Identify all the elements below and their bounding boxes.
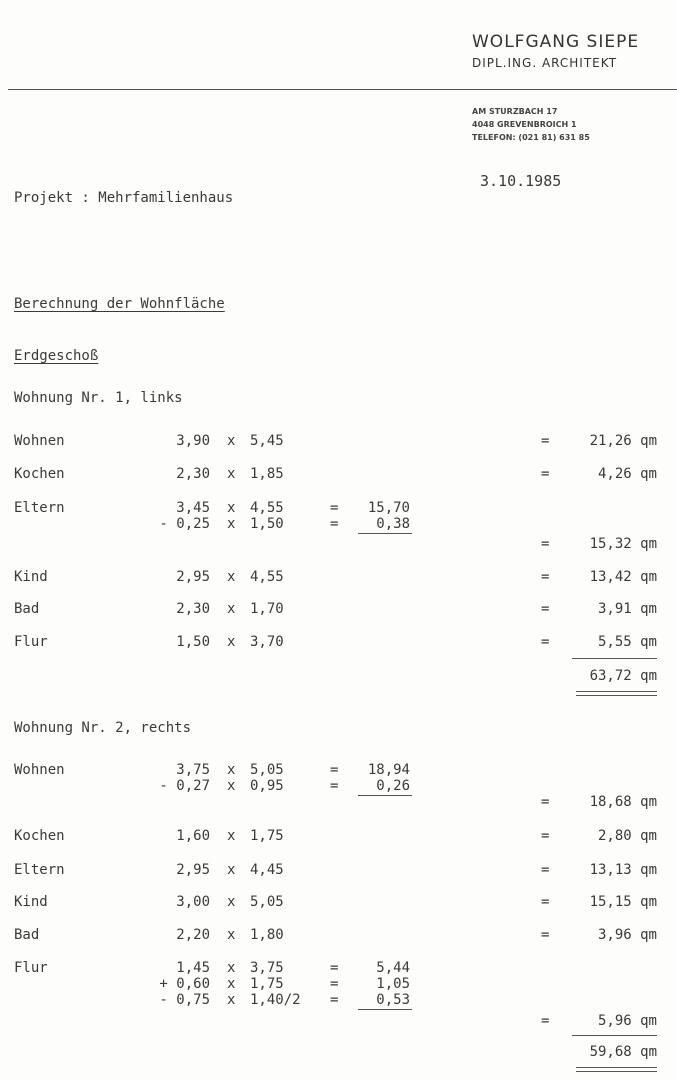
factor-b: 1,70 [250, 601, 284, 617]
factor-a: 3,00 [176, 894, 210, 910]
factor-b: 4,45 [250, 862, 284, 878]
room-label: Flur [14, 634, 48, 650]
factor-a: - 0,75 [159, 992, 210, 1008]
room-label: Bad [14, 927, 40, 943]
factor-a: 3,45 [176, 500, 210, 516]
times-sign: x [227, 601, 236, 617]
equals-sign: = [330, 992, 339, 1008]
times-sign: x [227, 976, 236, 992]
times-sign: x [227, 960, 236, 976]
factor-b: 0,95 [250, 778, 284, 794]
room-label: Bad [14, 601, 40, 617]
unit-title: Wohnung Nr. 2, rechts [14, 720, 192, 736]
subtotal-rule [358, 533, 412, 534]
room-label: Wohnen [14, 433, 65, 449]
factor-a: 2,20 [176, 927, 210, 943]
room-label: Kochen [14, 466, 65, 482]
factor-b: 5,45 [250, 433, 284, 449]
letterhead-rule [8, 89, 677, 90]
total-rule [572, 658, 657, 659]
factor-b: 4,55 [250, 569, 284, 585]
equals-sign: = [330, 960, 339, 976]
equals-sign: = [541, 634, 550, 650]
room-label: Kochen [14, 828, 65, 844]
times-sign: x [227, 862, 236, 878]
room-area: 13,42 qm [589, 569, 657, 585]
room-area: 3,96 qm [597, 927, 657, 943]
times-sign: x [227, 634, 236, 650]
room-area: 15,32 qm [589, 536, 657, 552]
room-area: 5,55 qm [597, 634, 657, 650]
times-sign: x [227, 500, 236, 516]
factor-b: 1,85 [250, 466, 284, 482]
factor-a: - 0,25 [159, 516, 210, 532]
room-area: 18,68 qm [589, 794, 657, 810]
room-label: Kind [14, 569, 48, 585]
room-area: 15,15 qm [589, 894, 657, 910]
factor-b: 3,70 [250, 634, 284, 650]
equals-sign: = [541, 466, 550, 482]
factor-b: 5,05 [250, 762, 284, 778]
factor-a: 2,95 [176, 862, 210, 878]
factor-b: 1,40/2 [250, 992, 301, 1008]
letterhead-title: DIPL.ING. ARCHITEKT [472, 56, 618, 70]
address-phone: TELEFON: (021 81) 631 85 [472, 133, 590, 142]
equals-sign: = [541, 894, 550, 910]
factor-a: - 0,27 [159, 778, 210, 794]
factor-b: 1,80 [250, 927, 284, 943]
subtotal-rule [358, 795, 412, 796]
subtotal: 0,26 [376, 778, 410, 794]
room-label: Eltern [14, 862, 65, 878]
equals-sign: = [541, 927, 550, 943]
factor-a: 1,50 [176, 634, 210, 650]
factor-b: 1,50 [250, 516, 284, 532]
equals-sign: = [330, 500, 339, 516]
equals-sign: = [330, 976, 339, 992]
factor-a: 3,90 [176, 433, 210, 449]
equals-sign: = [541, 862, 550, 878]
equals-sign: = [541, 794, 550, 810]
room-area: 2,80 qm [597, 828, 657, 844]
equals-sign: = [541, 601, 550, 617]
times-sign: x [227, 762, 236, 778]
subtotal: 15,70 [367, 500, 410, 516]
room-area: 3,91 qm [597, 601, 657, 617]
room-area: 4,26 qm [597, 466, 657, 482]
project-line: Projekt : Mehrfamilienhaus [14, 190, 234, 206]
times-sign: x [227, 992, 236, 1008]
room-area: 13,13 qm [589, 862, 657, 878]
subtotal: 18,94 [367, 762, 410, 778]
subtotal: 5,44 [376, 960, 410, 976]
factor-b: 4,55 [250, 500, 284, 516]
factor-a: 1,60 [176, 828, 210, 844]
address-street: AM STURZBACH 17 [472, 107, 558, 116]
factor-a: 2,95 [176, 569, 210, 585]
room-area: 21,26 qm [589, 433, 657, 449]
equals-sign: = [541, 828, 550, 844]
address-city: 4048 GREVENBROICH 1 [472, 120, 577, 129]
equals-sign: = [541, 1013, 550, 1029]
times-sign: x [227, 894, 236, 910]
factor-b: 3,75 [250, 960, 284, 976]
times-sign: x [227, 927, 236, 943]
times-sign: x [227, 516, 236, 532]
total-double-rule [576, 691, 657, 696]
equals-sign: = [330, 778, 339, 794]
letterhead-name: WOLFGANG SIEPE [472, 32, 640, 52]
factor-b: 1,75 [250, 976, 284, 992]
factor-b: 1,75 [250, 828, 284, 844]
factor-a: + 0,60 [159, 976, 210, 992]
times-sign: x [227, 433, 236, 449]
total-rule [572, 1035, 657, 1036]
factor-b: 5,05 [250, 894, 284, 910]
room-label: Kind [14, 894, 48, 910]
times-sign: x [227, 466, 236, 482]
times-sign: x [227, 778, 236, 794]
factor-a: 3,75 [176, 762, 210, 778]
unit-total: 59,68 qm [589, 1044, 657, 1060]
times-sign: x [227, 569, 236, 585]
subtotal: 0,38 [376, 516, 410, 532]
floor-heading: Erdgeschoß [14, 348, 99, 364]
subtotal: 1,05 [376, 976, 410, 992]
document-date: 3.10.1985 [480, 172, 562, 190]
equals-sign: = [541, 569, 550, 585]
unit-total: 63,72 qm [589, 668, 657, 684]
total-double-rule [576, 1067, 657, 1072]
equals-sign: = [330, 762, 339, 778]
room-area: 5,96 qm [597, 1013, 657, 1029]
room-label: Flur [14, 960, 48, 976]
calculation-heading: Berechnung der Wohnfläche [14, 296, 225, 312]
factor-a: 2,30 [176, 466, 210, 482]
times-sign: x [227, 828, 236, 844]
room-label: Eltern [14, 500, 65, 516]
unit-title: Wohnung Nr. 1, links [14, 390, 183, 406]
equals-sign: = [330, 516, 339, 532]
room-label: Wohnen [14, 762, 65, 778]
factor-a: 2,30 [176, 601, 210, 617]
equals-sign: = [541, 536, 550, 552]
subtotal: 0,53 [376, 992, 410, 1008]
subtotal-rule [358, 1009, 412, 1010]
factor-a: 1,45 [176, 960, 210, 976]
equals-sign: = [541, 433, 550, 449]
